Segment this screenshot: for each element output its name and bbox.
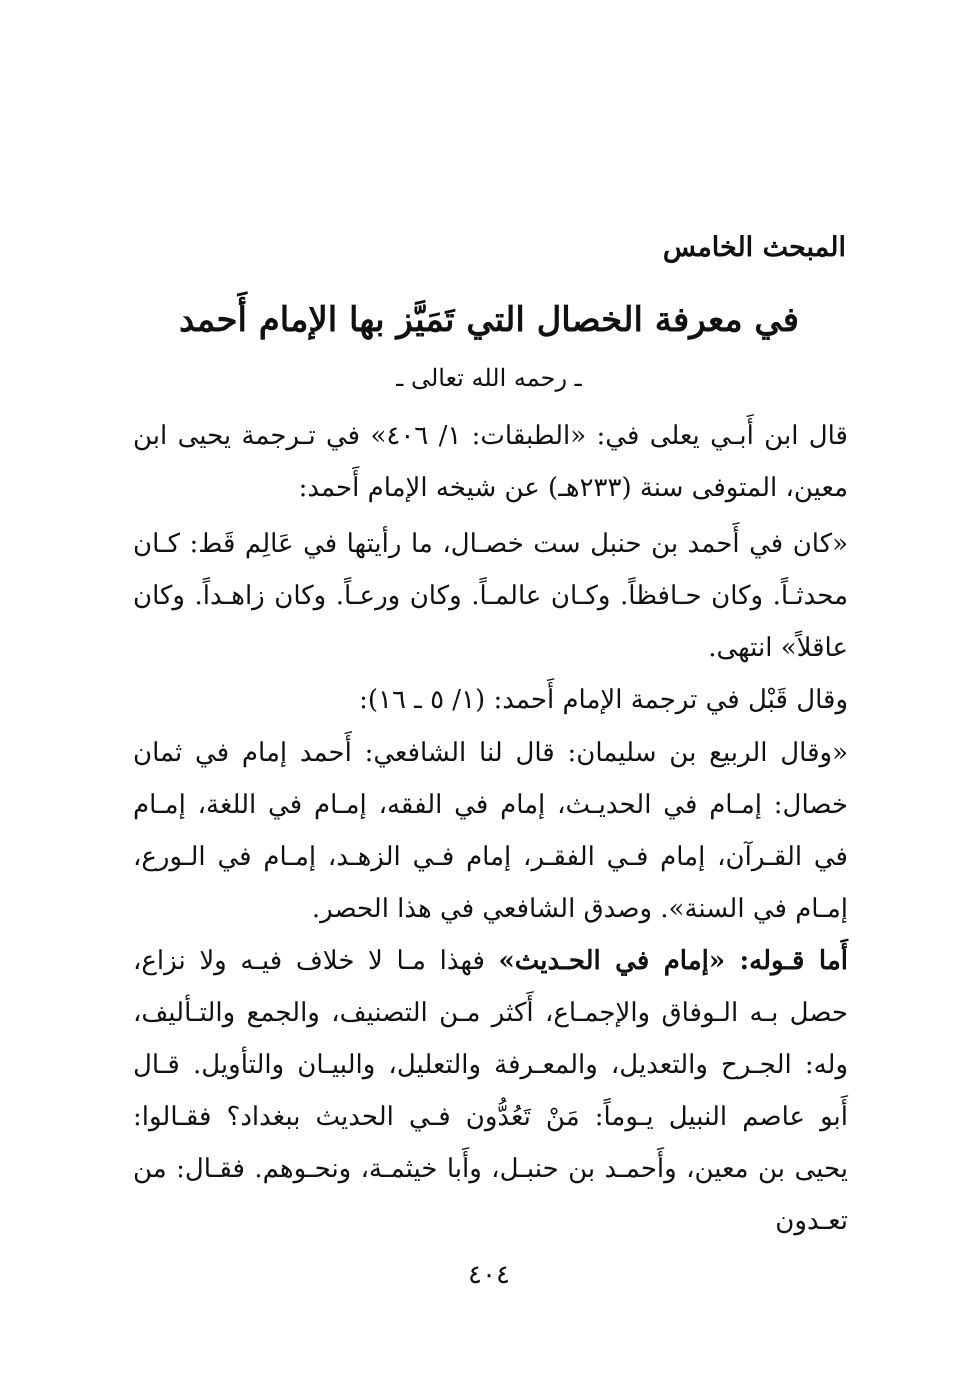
paragraph-shafii-eight-traits: «وقال الربيع بن سليمان: قال لنا الشافعي: أَحمد إمام في ثمان خصال: إمـام في الحديـث، إمام في الفقه، إمـام في اللغة، إمـام في القـرآن، إمام فـي الفقـر، إمام فـي الزهـد، إمـام في الـورع، إمـام في السنة». وصدق الشافعي في هذا الحصر. <box>133 738 848 924</box>
paragraph-ibn-abi-yala: قال ابن أَبـي يعلى في: «الطبقات: ١/ ٤٠٦» في تـرجمة يحيى ابن معين، المتوفى سنة (٢٣٣هـ) عن شيخه الإمام أَحمد: <box>133 421 848 503</box>
paragraph-biography-reference: وقال قَبْل في ترجمة الإمام أَحمد: (١/ ٥ ـ ١٦): <box>359 685 848 715</box>
page-number: ٤٠٤ <box>468 1260 510 1290</box>
paragraph-six-traits-quote: «كان في أَحمد بن حنبل ست خصـال، ما رأيتها في عَالِم قَط: كـان محدثـاً. وكان حـافظاً. وكـان عالمـاً. وكان ورعـاً. وكان زاهـداً. وكان عاقلاً» انتهى. <box>133 529 848 663</box>
chapter-title: في معرفة الخصال التي تَمَيَّز بها الإمام أَحمد <box>178 300 800 340</box>
paragraph-lead-phrase: أَما قـوله: «إمام في الحـديث» <box>498 946 848 976</box>
paragraph-body-text: فهذا مـا لا خلاف فيـه ولا نزاع، حصل بـه الـوفاق والإجمـاع، أَكثر مـن التصنيف، والجمع والتـأليف، وله: الجـرح والتعديل، والمعـرفة والتعليل، والبيـان والتأويل. قـال أَبو عاصم النبيل يـوماً: مَنْ تَعُدُّون فـي الحديث ببغداد؟ فقـالوا: يحيى بن معين، وأَحمـد بن حنبـل، وأَبا خيثمـة، ونحـوهم. فقـال: من تعـدون <box>133 946 848 1236</box>
section-label: المبحث الخامس <box>662 232 846 263</box>
paragraph-imam-in-hadith <box>133 935 848 1247</box>
chapter-subtitle: ـ رحمه الله تعالى ـ <box>396 364 582 392</box>
